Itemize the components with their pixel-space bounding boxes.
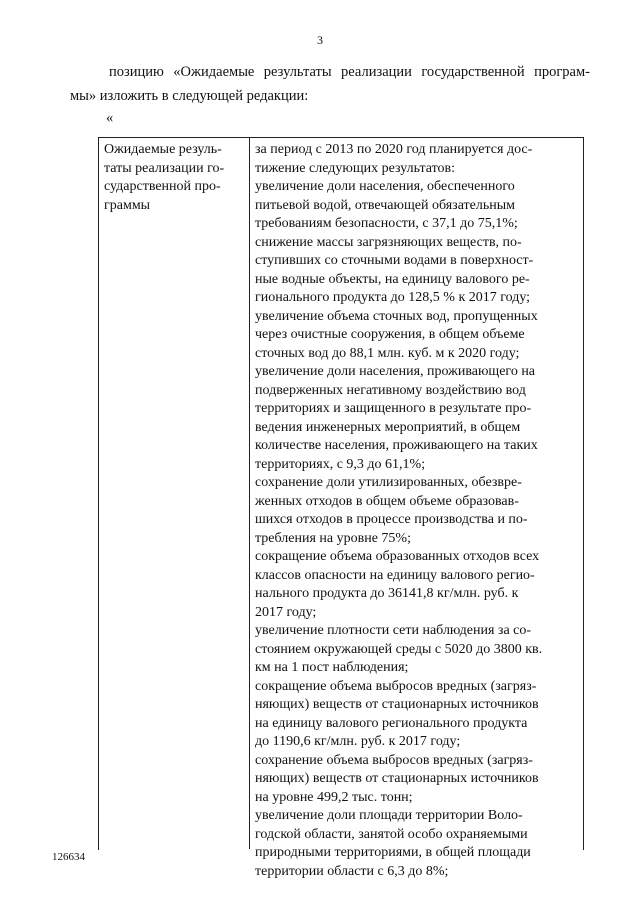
left-cell-line: Ожидаемые резуль- <box>104 142 222 157</box>
document-id: 126634 <box>52 851 85 863</box>
right-cell-line: территории области с 6,3 до 8%; <box>255 863 449 879</box>
right-cell-line: на уровне 499,2 тыс. тонн; <box>255 789 413 805</box>
right-cell-line: ные водные объекты, на единицу валового ре- <box>255 271 530 287</box>
right-cell-line: ступивших со сточными водами в поверхност- <box>255 253 534 268</box>
right-cell-line: стоянием окружающей среды с 5020 до 3800 кв. <box>255 641 543 657</box>
right-cell-line: гионального продукта до 128,5 % к 2017 году; <box>255 290 531 305</box>
right-cell-line: сохранение доли утилизированных, обезвре- <box>255 475 522 490</box>
table-column-divider <box>249 137 250 849</box>
right-cell-line: требления на уровне 75%; <box>255 530 411 546</box>
right-cell-line: снижение массы загрязняющих веществ, по- <box>255 234 522 250</box>
right-cell-line: км на 1 пост наблюдения; <box>255 660 409 675</box>
table-right-cell <box>255 141 577 881</box>
page-number: 3 <box>317 33 323 47</box>
right-cell-line: питьевой водой, отвечающей обязательным <box>255 197 516 213</box>
right-cell-line: увеличение объема сточных вод, пропущенных <box>255 308 538 324</box>
right-cell-line: сокращение объема выбросов вредных (загряз- <box>255 678 537 694</box>
right-cell-line: ведения инженерных мероприятий, в общем <box>255 419 521 435</box>
right-cell-line: увеличение доли населения, обеспеченного <box>255 179 515 194</box>
right-cell-line: территориях и защищенного в результате про- <box>255 401 532 416</box>
right-cell-line: няющих) веществ от стационарных источников <box>255 697 539 712</box>
right-cell-line: природными территориями, в общей площади <box>255 845 531 860</box>
right-cell-line: тижение следующих результатов: <box>255 160 456 176</box>
left-cell-line: граммы <box>104 197 151 213</box>
intro-text-line-1: позицию «Ожидаемые результаты реализации государственной програм- <box>109 64 590 80</box>
right-cell-line: шихся отходов в процессе производства и по- <box>255 512 528 527</box>
intro-text-line-2: мы» изложить в следующей редакции: <box>70 88 309 104</box>
right-cell-line: 2017 году; <box>255 604 317 620</box>
right-cell-line: за период с 2013 по 2020 год планируется дос- <box>255 142 533 157</box>
right-cell-line: количестве населения, проживающего на таких <box>255 438 538 453</box>
right-cell-line: классов опасности на единицу валового регио- <box>255 567 535 583</box>
right-cell-line: сохранение объема выбросов вредных (загряз- <box>255 752 533 768</box>
right-cell-line: увеличение доли населения, проживающего на <box>255 364 536 379</box>
right-cell-line: сточных вод до 88,1 млн. куб. м к 2020 году; <box>255 345 520 361</box>
right-cell-line: увеличение доли площади территории Воло- <box>255 808 523 823</box>
right-cell-line: увеличение плотности сети наблюдения за со- <box>255 623 532 638</box>
right-cell-line: на единицу валового регионального продукта <box>255 715 528 731</box>
right-cell-line: няющих) веществ от стационарных источников <box>255 771 539 786</box>
opening-quote-mark: « <box>106 110 114 126</box>
right-cell-line: нального продукта до 36141,8 кг/млн. руб. к <box>255 586 519 601</box>
right-cell-line: через очистные сооружения, в общем объеме <box>255 327 525 342</box>
right-cell-line: до 1190,6 кг/млн. руб. к 2017 году; <box>255 734 461 749</box>
left-cell-line: таты реализации го- <box>104 160 225 176</box>
right-cell-line: подверженных негативному воздействию вод <box>255 382 526 398</box>
right-cell-line: требованиям безопасности, с 37,1 до 75,1%; <box>255 216 518 231</box>
right-cell-line: сокращение объема образованных отходов всех <box>255 549 540 564</box>
right-cell-line: женных отходов в общем объеме образовав- <box>255 493 519 509</box>
right-cell-line: территориях, с 9,3 до 61,1%; <box>255 456 426 472</box>
table-left-cell <box>104 141 244 215</box>
left-cell-line: сударственной про- <box>104 179 221 194</box>
right-cell-line: годской области, занятой особо охраняемыми <box>255 826 528 842</box>
